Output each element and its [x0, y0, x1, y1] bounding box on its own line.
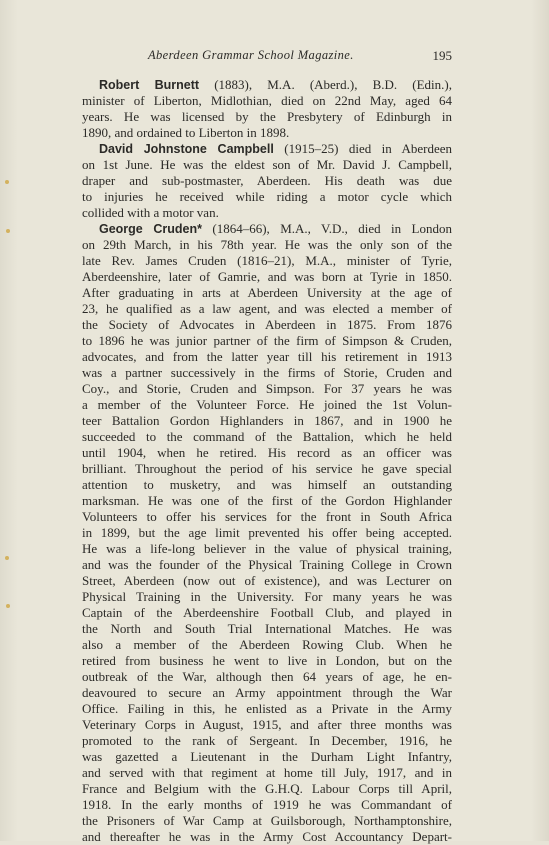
text-line: a member of the Volunteer Force. He joined the 1st Volun- [82, 397, 452, 412]
text-line: 23, he qualified as a law agent, and was elected a member of [82, 301, 452, 316]
text-line: teer Battalion Gordon Highlanders in 1867, and in 1900 he [82, 413, 452, 428]
text-line: (1915–25) died in Aberdeen [273, 141, 452, 156]
text-line: After graduating in arts at Aberdeen University at the age of [82, 285, 452, 300]
text-line: was a partner successively in the firms of Storie, Cruden and [82, 365, 452, 380]
text-line: late Rev. James Cruden (1816–21), M.A., minister of Tyrie, [82, 253, 452, 268]
text-line: the Prisoners of War Camp at Guilsborough, Northamptonshire, [82, 813, 452, 828]
text-line: and served with that regiment at home till July, 1917, and in [82, 765, 452, 780]
text-line: (1864–66), M.A., V.D., died in London [202, 221, 452, 236]
text-line: Volunteers to offer his services for the front in South Africa [82, 509, 452, 524]
text-line: Aberdeenshire, later of Gamrie, and was born at Tyrie in 1850. [82, 269, 452, 284]
text-line: retired from business he went to live in London, but on the [82, 653, 452, 668]
text-line: Coy., and Storie, Cruden and Simpson. For 37 years he was [82, 381, 452, 396]
text-line: 1890, and ordained to Liberton in 1898. [82, 125, 290, 140]
text-line: Physical Training in the University. For many years he was [82, 589, 452, 604]
text-line: the Society of Advocates in Aberdeen in 1875. From 1876 [82, 317, 452, 332]
text-line: Office. Failing in this, he enlisted as a Private in the Army [82, 701, 452, 716]
margin-mark [6, 229, 10, 233]
text-line: on 29th March, in his 78th year. He was the only son of the [82, 237, 452, 252]
text-line: minister of Liberton, Midlothian, died on 22nd May, aged 64 [82, 93, 452, 108]
page-number: 195 [432, 48, 452, 63]
text-line: the North and South Trial International Matches. He was [82, 621, 452, 636]
entry-first-line [99, 77, 452, 93]
text-line: 1918. In the early months of 1919 he was Commandant of [82, 797, 452, 812]
text-line: in 1899, but the age limit prevented his offer being accepted. [82, 525, 452, 540]
text-line: marksman. He was one of the first of the Gordon Highlander [82, 493, 452, 508]
text-line: and was the founder of the Physical Training College in Crown [82, 557, 452, 572]
text-line: promoted to the rank of Sergeant. In December, 1916, he [82, 733, 452, 748]
text-line: also a member of the Aberdeen Rowing Club. When he [82, 637, 452, 652]
running-head [82, 48, 452, 68]
text-line: draper and sub-postmaster, Aberdeen. His death was due [82, 173, 452, 188]
obituary-text [82, 77, 452, 844]
text-line: collided with a motor van. [82, 205, 219, 220]
text-line: deavoured to secure an Army appointment through the War [82, 685, 452, 700]
text-line: France and Belgium with the G.H.Q. Labour Corps till April, [82, 781, 452, 796]
entry-first-line [99, 221, 452, 237]
text-line: Veterinary Corps in August, 1915, and after three months was [82, 717, 452, 732]
text-line: Street, Aberdeen (now out of existence), and was Lecturer on [82, 573, 452, 588]
text-line: years. He was licensed by the Presbytery of Edinburgh in [82, 109, 452, 124]
text-line: Captain of the Aberdeenshire Football Club, and played in [82, 605, 452, 620]
entry-name: George Cruden* [99, 222, 202, 236]
entry-first-line [99, 141, 452, 157]
entry-name: Robert Burnett [99, 78, 200, 92]
margin-mark [5, 556, 9, 560]
margin-mark [5, 180, 9, 184]
text-line: until 1904, when he retired. His record as an officer was [82, 445, 452, 460]
margin-mark [6, 604, 10, 608]
text-line: advocates, and from the latter year till his retirement in 1913 [82, 349, 452, 364]
text-line: succeeded to the command of the Battalion, which he held [82, 429, 452, 444]
text-line: on 1st June. He was the eldest son of Mr. David J. Campbell, [82, 157, 452, 172]
text-line: brilliant. Throughout the period of his service he gave special [82, 461, 452, 476]
journal-title: Aberdeen Grammar School Magazine. [148, 48, 354, 62]
text-line: to 1896 he was junior partner of the firm of Simpson & Cruden, [82, 333, 452, 348]
text-line: was gazetted a Lieutenant in the Durham Light Infantry, [82, 749, 452, 764]
entry-name: David Johnstone Campbell [99, 142, 274, 156]
text-line: to injuries he received while riding a motor cycle which [82, 189, 452, 204]
text-line: He was a life-long believer in the value of physical training, [82, 541, 452, 556]
text-line: attention to musketry, and was himself an outstanding [82, 477, 452, 492]
text-line: and thereafter he was in the Army Cost Accountancy Depart- [82, 829, 452, 844]
text-line: outbreak of the War, although then 64 years of age, he en- [82, 669, 452, 684]
text-line: (1883), M.A. (Aberd.), B.D. (Edin.), [199, 77, 452, 92]
